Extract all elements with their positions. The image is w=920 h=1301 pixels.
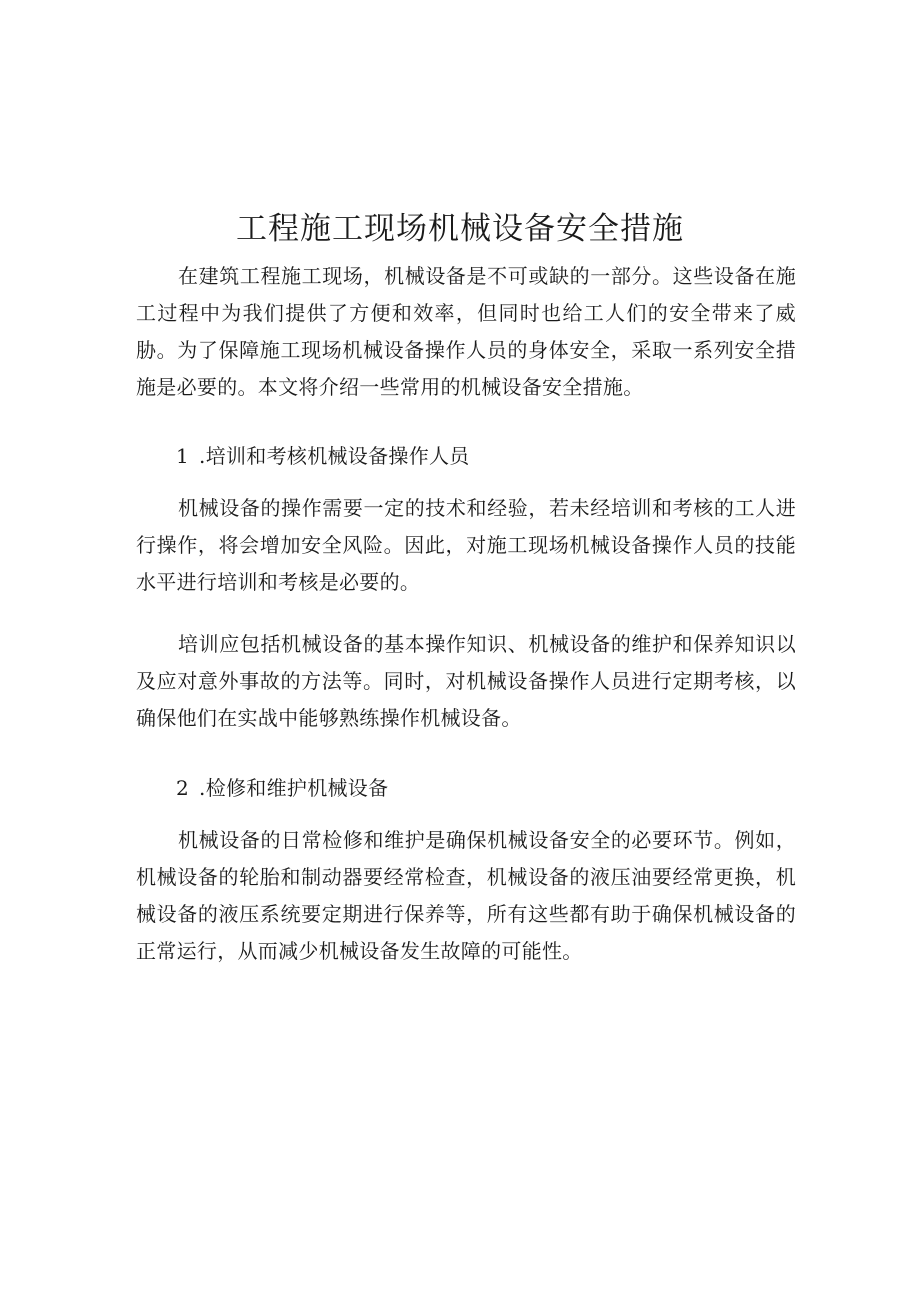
page-title: 工程施工现场机械设备安全措施 [236, 211, 684, 247]
section-1-paragraph-2: 培训应包括机械设备的基本操作知识、机械设备的维护和保养知识以及应对意外事故的方法等。同时，对机械设备操作人员进行定期考核，以确保他们在实战中能够熟练操作机械设备。 [136, 632, 796, 730]
section-number: 1 [176, 444, 190, 468]
section-heading-1 [176, 438, 796, 475]
section-heading-text: .培训和考核机械设备操作人员 [199, 444, 470, 468]
section-heading-text: .检修和维护机械设备 [199, 776, 389, 800]
section-heading-2 [176, 770, 796, 807]
section-2-paragraph-1: 机械设备的日常检修和维护是确保机械设备安全的必要环节。例如，机械设备的轮胎和制动器要经常检查，机械设备的液压油要经常更换，机械设备的液压系统要定期进行保养等，所有这些都有助于确保机械设备的正常运行，从而减少机械设备发生故障的可能性。 [136, 828, 796, 963]
intro-paragraph: 在建筑工程施工现场，机械设备是不可或缺的一部分。这些设备在施工过程中为我们提供了方便和效率，但同时也给工人们的安全带来了威胁。为了保障施工现场机械设备操作人员的身体安全，采取一系列安全措施是必要的。本文将介绍一些常用的机械设备安全措施。 [136, 264, 796, 399]
section-number: 2 [176, 776, 190, 800]
section-1-paragraph-1: 机械设备的操作需要一定的技术和经验，若未经培训和考核的工人进行操作，将会增加安全风险。因此，对施工现场机械设备操作人员的技能水平进行培训和考核是必要的。 [136, 496, 796, 594]
